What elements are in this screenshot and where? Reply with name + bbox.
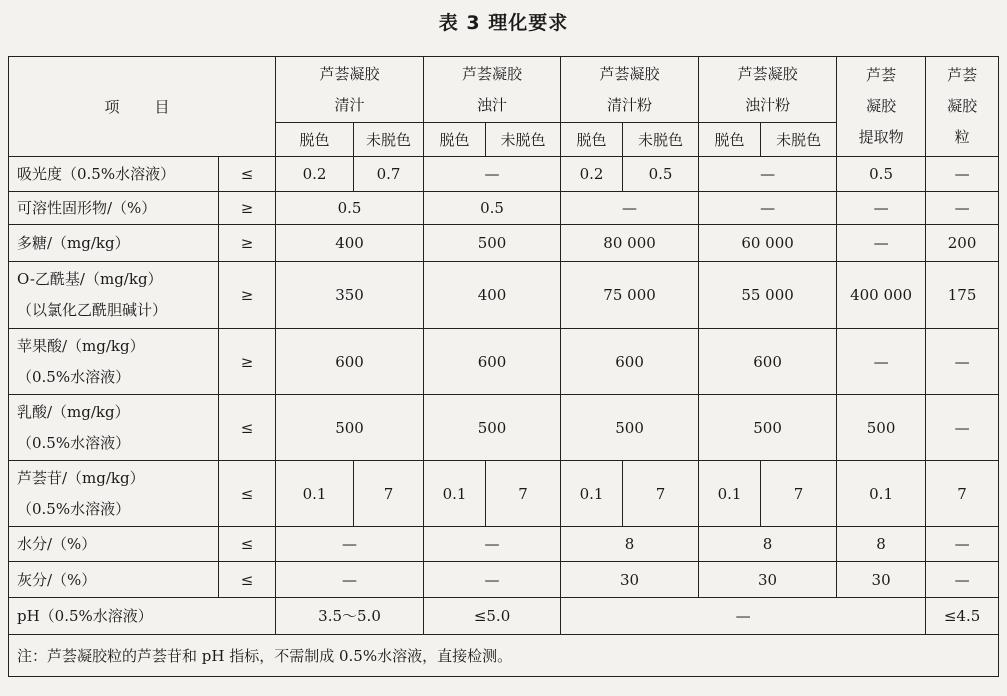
row-operator: ≤ xyxy=(219,157,276,192)
cell: 80 000 xyxy=(561,225,699,262)
cell: 600 xyxy=(276,329,424,395)
header-qingzhi: 芦荟凝胶 清汁 xyxy=(276,57,424,123)
table-row xyxy=(9,329,999,395)
cell: 0.5 xyxy=(424,192,561,225)
row-label: O-乙酰基/（mg/kg） （以氯化乙酰胆碱计） xyxy=(9,262,219,329)
cell: 7 xyxy=(623,461,699,527)
row-operator: ≥ xyxy=(219,192,276,225)
cell: 0.1 xyxy=(561,461,623,527)
row-label: 多糖/（mg/kg） xyxy=(9,225,219,262)
cell: 500 xyxy=(424,225,561,262)
cell: 400 xyxy=(276,225,424,262)
cell: 0.5 xyxy=(623,157,699,192)
cell: 8 xyxy=(561,527,699,562)
cell: — xyxy=(424,157,561,192)
table-row xyxy=(9,461,999,527)
cell: — xyxy=(699,157,837,192)
cell: 0.7 xyxy=(354,157,424,192)
table-row xyxy=(9,598,999,635)
cell: 400 xyxy=(424,262,561,329)
table-row xyxy=(9,262,999,329)
cell: 0.5 xyxy=(276,192,424,225)
table-row xyxy=(9,192,999,225)
cell: 55 000 xyxy=(699,262,837,329)
cell: — xyxy=(837,225,926,262)
cell: ≤5.0 xyxy=(424,598,561,635)
cell: — xyxy=(926,562,999,598)
cell: — xyxy=(926,192,999,225)
row-operator: ≤ xyxy=(219,461,276,527)
header-zhuozhifen: 芦荟凝胶 浊汁粉 xyxy=(699,57,837,123)
cell: 200 xyxy=(926,225,999,262)
cell: — xyxy=(926,527,999,562)
table-row xyxy=(9,562,999,598)
row-label: 灰分/（%） xyxy=(9,562,219,598)
row-operator: ≤ xyxy=(219,527,276,562)
cell: 0.1 xyxy=(424,461,486,527)
header-item: 项 目 xyxy=(9,57,276,157)
table-row xyxy=(9,157,999,192)
cell: 60 000 xyxy=(699,225,837,262)
cell: — xyxy=(276,527,424,562)
cell: 350 xyxy=(276,262,424,329)
cell: ≤4.5 xyxy=(926,598,999,635)
row-label: 乳酸/（mg/kg） （0.5%水溶液） xyxy=(9,395,219,461)
cell: 600 xyxy=(561,329,699,395)
sub-tuose: 脱色 xyxy=(699,123,761,157)
cell: 30 xyxy=(561,562,699,598)
cell: 500 xyxy=(276,395,424,461)
cell: 0.1 xyxy=(837,461,926,527)
sub-tuose: 脱色 xyxy=(424,123,486,157)
cell: 0.1 xyxy=(276,461,354,527)
sub-weituose: 未脱色 xyxy=(623,123,699,157)
header-zhuozhi: 芦荟凝胶 浊汁 xyxy=(424,57,561,123)
row-operator: ≤ xyxy=(219,562,276,598)
cell: — xyxy=(561,192,699,225)
row-operator: ≥ xyxy=(219,225,276,262)
cell: — xyxy=(424,562,561,598)
row-operator: ≥ xyxy=(219,329,276,395)
table-row xyxy=(9,225,999,262)
cell: 7 xyxy=(926,461,999,527)
cell: — xyxy=(699,192,837,225)
cell: 0.2 xyxy=(276,157,354,192)
cell: 30 xyxy=(837,562,926,598)
cell: 75 000 xyxy=(561,262,699,329)
cell: 8 xyxy=(837,527,926,562)
row-label: 苹果酸/（mg/kg） （0.5%水溶液） xyxy=(9,329,219,395)
table-note: 注：芦荟凝胶粒的芦荟苷和 pH 指标，不需制成 0.5%水溶液，直接检测。 xyxy=(9,635,999,677)
sub-weituose: 未脱色 xyxy=(354,123,424,157)
row-label: 水分/（%） xyxy=(9,527,219,562)
sub-weituose: 未脱色 xyxy=(761,123,837,157)
cell: 7 xyxy=(354,461,424,527)
row-label: 可溶性固形物/（%） xyxy=(9,192,219,225)
cell: 500 xyxy=(837,395,926,461)
cell: 7 xyxy=(486,461,561,527)
row-label: 吸光度（0.5%水溶液） xyxy=(9,157,219,192)
cell: 500 xyxy=(699,395,837,461)
cell: — xyxy=(424,527,561,562)
row-operator: ≤ xyxy=(219,395,276,461)
physicochemical-requirements-table xyxy=(8,56,999,677)
cell: — xyxy=(276,562,424,598)
cell: — xyxy=(926,157,999,192)
cell: — xyxy=(926,329,999,395)
cell: 30 xyxy=(699,562,837,598)
header-li: 芦荟 凝胶 粒 xyxy=(926,57,999,157)
cell: — xyxy=(837,329,926,395)
cell: 0.5 xyxy=(837,157,926,192)
cell: 175 xyxy=(926,262,999,329)
table-row xyxy=(9,395,999,461)
cell: 3.5～5.0 xyxy=(276,598,424,635)
cell: 600 xyxy=(424,329,561,395)
table-row xyxy=(9,527,999,562)
sub-tuose: 脱色 xyxy=(276,123,354,157)
cell: — xyxy=(926,395,999,461)
table-title: 表 3 理化要求 xyxy=(438,12,569,34)
sub-tuose: 脱色 xyxy=(561,123,623,157)
row-operator: ≥ xyxy=(219,262,276,329)
cell: 8 xyxy=(699,527,837,562)
cell: — xyxy=(561,598,926,635)
row-label: 芦荟苷/（mg/kg） （0.5%水溶液） xyxy=(9,461,219,527)
cell: 7 xyxy=(761,461,837,527)
cell: 0.1 xyxy=(699,461,761,527)
cell: — xyxy=(837,192,926,225)
header-tiquwu: 芦荟 凝胶 提取物 xyxy=(837,57,926,157)
sub-weituose: 未脱色 xyxy=(486,123,561,157)
row-label: pH（0.5%水溶液） xyxy=(9,598,276,635)
header-qingzhifen: 芦荟凝胶 清汁粉 xyxy=(561,57,699,123)
cell: 500 xyxy=(424,395,561,461)
cell: 400 000 xyxy=(837,262,926,329)
cell: 600 xyxy=(699,329,837,395)
table-note-row xyxy=(9,635,999,677)
cell: 500 xyxy=(561,395,699,461)
cell: 0.2 xyxy=(561,157,623,192)
